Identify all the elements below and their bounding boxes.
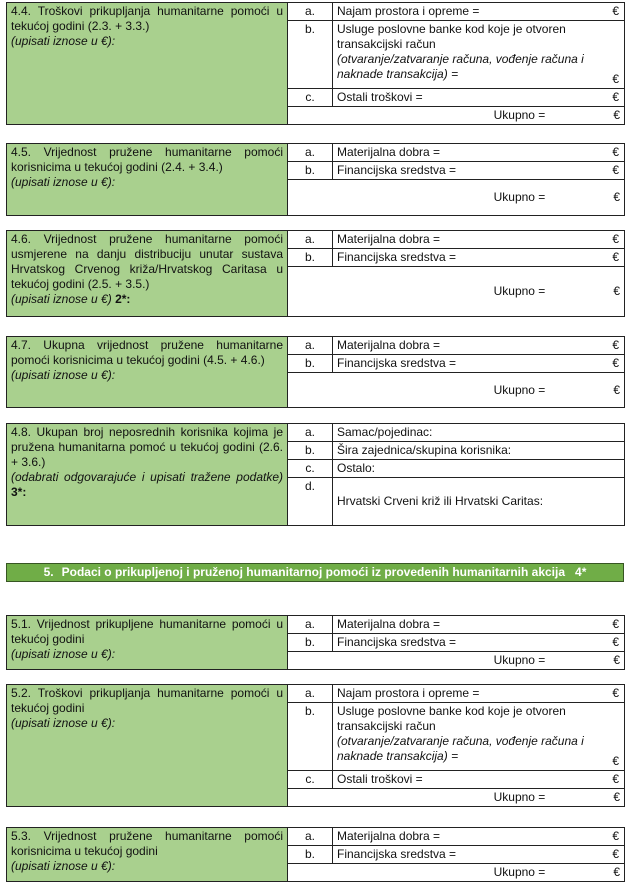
section-4-5-label — [7, 144, 288, 216]
row-letter-a: a. — [288, 3, 333, 21]
total-field[interactable] — [288, 652, 625, 670]
najam-label: Najam prostora i opreme = — [337, 686, 480, 700]
banka-label: Usluge poslovne banke kod koje je otvoren transakcijski račun — [337, 704, 566, 733]
najam-field[interactable] — [333, 3, 625, 21]
financijska-field[interactable] — [333, 634, 625, 652]
section-4-6-label — [7, 231, 288, 317]
ostali-troskovi-field[interactable] — [333, 771, 625, 789]
total-label: Ukupno = — [493, 108, 546, 122]
financijska-label: Financijska sredstva = — [337, 635, 457, 649]
total-label: Ukupno = — [493, 790, 546, 804]
total-field[interactable] — [288, 107, 625, 125]
row-letter-a: a. — [288, 231, 333, 249]
total-label: Ukupno = — [493, 653, 546, 667]
ostalo-field[interactable] — [333, 460, 625, 478]
financijska-label: Financijska sredstva = — [337, 250, 457, 264]
section-4-6-note: (upisati iznose u €) — [11, 292, 112, 306]
euro-sign: € — [613, 382, 620, 397]
section-4-4-label — [7, 3, 288, 125]
total-label: Ukupno = — [493, 284, 546, 298]
financijska-label: Financijska sredstva = — [337, 163, 457, 177]
euro-sign: € — [613, 284, 620, 298]
row-letter-b: b. — [288, 634, 333, 652]
section-4-8-note: (odabrati odgovarajuće i upisati tražene podatke) — [11, 470, 283, 484]
section-4-4-note: (upisati iznose u €): — [11, 34, 116, 48]
euro-sign: € — [612, 338, 619, 352]
materijalna-label: Materijalna dobra = — [337, 617, 441, 631]
samac-field[interactable] — [333, 424, 625, 442]
section-4-4-title: 4.4. Troškovi prikupljanja humanitarne pomoći u tekućoj godini (2.3. + 3.3.) — [11, 4, 283, 33]
euro-sign: € — [612, 163, 619, 177]
row-letter-a: a. — [288, 685, 333, 703]
euro-sign: € — [612, 754, 619, 768]
section-4-5-title: 4.5. Vrijednost pružene humanitarne pomoći korisnicima u tekućoj godini (2.4. + 3.4.) — [11, 145, 283, 174]
total-label: Ukupno = — [493, 382, 546, 397]
total-field[interactable] — [288, 864, 625, 882]
ostali-troskovi-label: Ostali troškovi = — [337, 90, 423, 104]
euro-sign: € — [612, 829, 619, 843]
section-4-7-title: 4.7. Ukupna vrijednost pružene humanitarne pomoći korisnicima u tekućoj godini (4.5. + 4.6.) — [11, 338, 283, 367]
euro-sign: € — [612, 356, 619, 370]
materijalna-field[interactable] — [333, 337, 625, 355]
total-label: Ukupno = — [493, 865, 546, 879]
zajednica-field[interactable] — [333, 442, 625, 460]
row-letter-d: d. — [288, 478, 333, 526]
euro-sign: € — [612, 4, 619, 18]
banka-field[interactable] — [333, 21, 625, 89]
crveni-kriz-caritas-label: Hrvatski Crveni križ ili Hrvatski Caritas: — [337, 494, 544, 508]
financijska-label: Financijska sredstva = — [337, 356, 457, 370]
section-5-3-note: (upisati iznose u €): — [11, 859, 116, 873]
table-4-4 — [6, 2, 625, 125]
section-5-2-title: 5.2. Troškovi prikupljanja humanitarne pomoći u tekućoj godini — [11, 686, 283, 715]
ostali-troskovi-label: Ostali troškovi = — [337, 772, 423, 786]
table-4-5 — [6, 143, 625, 216]
euro-sign: € — [612, 772, 619, 786]
financijska-field[interactable] — [333, 846, 625, 864]
row-letter-a: a. — [288, 424, 333, 442]
row-letter-c: c. — [288, 89, 333, 107]
row-letter-a: a. — [288, 828, 333, 846]
euro-sign: € — [613, 653, 620, 667]
section-5-1-note: (upisati iznose u €): — [11, 647, 116, 661]
ostalo-label: Ostalo: — [337, 461, 376, 475]
samac-label: Samac/pojedinac: — [337, 425, 433, 439]
row-letter-c: c. — [288, 460, 333, 478]
section-5-1-title: 5.1. Vrijednost prikupljene humanitarne pomoći u tekućoj godini — [11, 617, 283, 646]
row-letter-b: b. — [288, 442, 333, 460]
section-5-number: 5. — [43, 565, 54, 579]
row-letter-b: b. — [288, 703, 333, 771]
section-5-3-title: 5.3. Vrijednost pružene humanitarne pomoći korisnicima u tekućoj godini — [11, 829, 283, 858]
row-letter-a: a. — [288, 337, 333, 355]
section-5-1-label — [7, 616, 288, 670]
section-4-6-title: 4.6. Vrijednost pružene humanitarne pomoći usmjerene na danju distribuciju unutar sustava Hrvatskog Crvenog križa/Hrvatskog Caritasa u tekućoj godini (2.5. + 3.5.) — [11, 232, 283, 291]
financijska-field[interactable] — [333, 249, 625, 267]
materijalna-field[interactable] — [333, 231, 625, 249]
section-4-5-note: (upisati iznose u €): — [11, 175, 116, 189]
section-5-ref: 4* — [575, 565, 587, 579]
financijska-field[interactable] — [333, 162, 625, 180]
section-5-3-label — [7, 828, 288, 882]
euro-sign: € — [613, 108, 620, 122]
table-5-2 — [6, 684, 625, 807]
euro-sign: € — [612, 250, 619, 264]
financijska-label: Financijska sredstva = — [337, 847, 457, 861]
row-letter-b: b. — [288, 249, 333, 267]
section-4-7-label — [7, 337, 288, 408]
section-4-7-note: (upisati iznose u €): — [11, 368, 116, 382]
section-4-8-label — [7, 424, 288, 526]
section-5-title: Podaci o prikupljenoj i pruženoj humanitarnoj pomoći iz provedenih humanitarnih akcija — [61, 565, 566, 579]
section-4-8-title: 4.8. Ukupan broj neposrednih korisnika kojima je pružena humanitarna pomoć u tekućoj godini (2.6. + 3.6.) — [11, 425, 283, 469]
euro-sign: € — [612, 72, 619, 86]
euro-sign: € — [612, 686, 619, 700]
total-label: Ukupno = — [493, 190, 546, 204]
table-5-1 — [6, 615, 625, 670]
table-4-7 — [6, 336, 625, 408]
table-4-8 — [6, 423, 625, 526]
section-5-2-label — [7, 685, 288, 807]
row-letter-b: b. — [288, 162, 333, 180]
najam-label: Najam prostora i opreme = — [337, 4, 480, 18]
euro-sign: € — [613, 865, 620, 879]
euro-sign: € — [612, 617, 619, 631]
materijalna-label: Materijalna dobra = — [337, 232, 441, 246]
ostali-troskovi-field[interactable] — [333, 89, 625, 107]
zajednica-label: Šira zajednica/skupina korisnika: — [337, 443, 512, 457]
total-field[interactable] — [288, 373, 625, 408]
euro-sign: € — [612, 635, 619, 649]
banka-note: (otvaranje/zatvaranje računa, vođenje računa i naknade transakcija) = — [337, 734, 584, 763]
crveni-kriz-caritas-field[interactable] — [333, 478, 625, 526]
total-field[interactable] — [288, 267, 625, 317]
euro-sign: € — [612, 847, 619, 861]
section-5-2-note: (upisati iznose u €): — [11, 716, 116, 730]
materijalna-label: Materijalna dobra = — [337, 338, 441, 352]
section-4-6-ref: 2*: — [115, 292, 131, 306]
section-5-header — [6, 563, 624, 582]
banka-label: Usluge poslovne banke kod koje je otvoren transakcijski račun — [337, 22, 566, 51]
row-letter-b: b. — [288, 355, 333, 373]
materijalna-label: Materijalna dobra = — [337, 145, 441, 159]
materijalna-field[interactable] — [333, 616, 625, 634]
najam-field[interactable] — [333, 685, 625, 703]
materijalna-field[interactable] — [333, 828, 625, 846]
section-4-8-ref: 3*: — [11, 485, 27, 499]
total-field[interactable] — [288, 789, 625, 807]
euro-sign: € — [612, 145, 619, 159]
euro-sign: € — [613, 190, 620, 204]
euro-sign: € — [613, 790, 620, 804]
table-5-3 — [6, 827, 625, 882]
row-letter-a: a. — [288, 616, 333, 634]
banka-field[interactable] — [333, 703, 625, 771]
banka-note: (otvaranje/zatvaranje računa, vođenje računa i naknade transakcija) = — [337, 52, 584, 81]
row-letter-a: a. — [288, 144, 333, 162]
materijalna-field[interactable] — [333, 144, 625, 162]
table-4-6 — [6, 230, 625, 317]
euro-sign: € — [612, 232, 619, 246]
euro-sign: € — [612, 90, 619, 104]
materijalna-label: Materijalna dobra = — [337, 829, 441, 843]
total-field[interactable] — [288, 180, 625, 216]
row-letter-b: b. — [288, 21, 333, 89]
row-letter-c: c. — [288, 771, 333, 789]
row-letter-b: b. — [288, 846, 333, 864]
financijska-field[interactable] — [333, 355, 625, 373]
